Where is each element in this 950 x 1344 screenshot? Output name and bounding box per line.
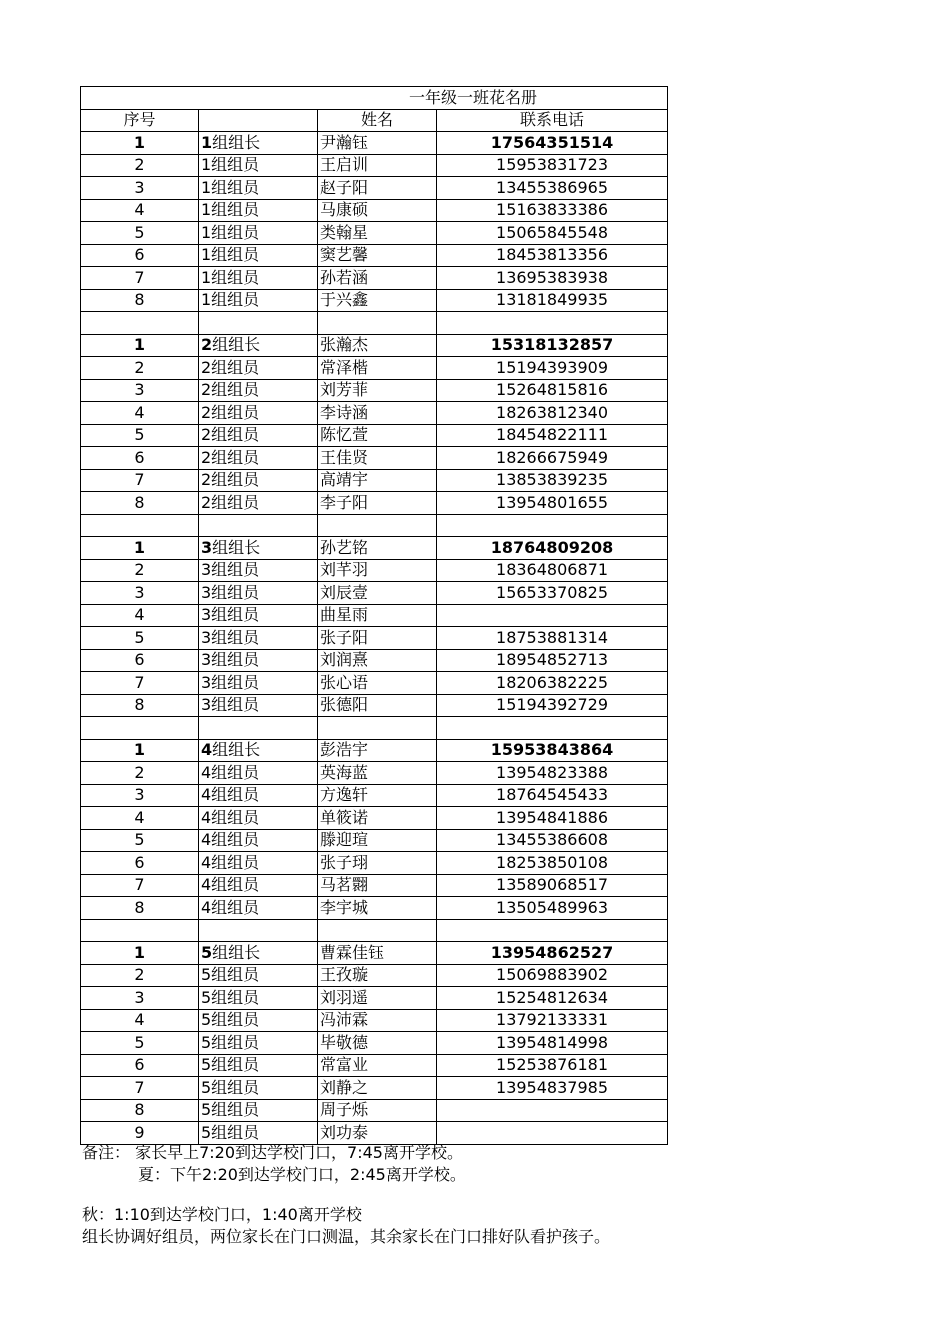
group-separator-row — [81, 717, 668, 740]
name-cell: 尹瀚钰 — [318, 132, 437, 155]
phone-cell — [437, 1122, 668, 1145]
seq-cell: 7 — [81, 672, 199, 695]
role-label: 5组组员 — [201, 1055, 260, 1075]
role-cell — [199, 964, 318, 987]
role-label: 2组组员 — [201, 357, 260, 377]
phone-cell: 13455386965 — [437, 177, 668, 200]
role-label: 2组组员 — [201, 470, 260, 490]
name-cell: 张子阳 — [318, 627, 437, 650]
role-cell — [199, 942, 318, 965]
phone-cell: 13954837985 — [437, 1077, 668, 1100]
name-cell: 孙若涵 — [318, 267, 437, 290]
seq-cell: 5 — [81, 424, 199, 447]
phone-cell: 18253850108 — [437, 852, 668, 875]
member-row — [81, 1099, 668, 1122]
role-label: 3组组员 — [201, 650, 260, 670]
name-cell: 单筱诺 — [318, 807, 437, 830]
role-cell — [199, 762, 318, 785]
seq-cell: 2 — [81, 357, 199, 380]
seq-cell: 1 — [81, 739, 199, 762]
name-cell: 类翰星 — [318, 222, 437, 245]
role-cell — [199, 852, 318, 875]
group-separator-row — [81, 312, 668, 335]
empty-cell — [81, 919, 199, 942]
member-row — [81, 267, 668, 290]
phone-cell — [437, 604, 668, 627]
role-cell — [199, 784, 318, 807]
seq-cell: 2 — [81, 154, 199, 177]
role-cell — [199, 357, 318, 380]
seq-cell: 2 — [81, 559, 199, 582]
role-label: 1组组员 — [201, 290, 260, 310]
role-cell — [199, 559, 318, 582]
name-cell: 张子珝 — [318, 852, 437, 875]
role-cell — [199, 402, 318, 425]
member-row — [81, 447, 668, 470]
phone-cell: 18266675949 — [437, 447, 668, 470]
name-cell: 刘羽遥 — [318, 987, 437, 1010]
member-row — [81, 177, 668, 200]
role-label: 1组组员 — [201, 177, 260, 197]
role-cell — [199, 132, 318, 155]
phone-cell: 15069883902 — [437, 964, 668, 987]
header-role — [199, 109, 318, 132]
seq-cell: 7 — [81, 874, 199, 897]
name-cell: 刘静之 — [318, 1077, 437, 1100]
empty-cell — [81, 312, 199, 335]
group-number: 5 — [201, 942, 213, 962]
member-row — [81, 987, 668, 1010]
role-cell — [199, 1122, 318, 1145]
seq-cell: 6 — [81, 1054, 199, 1077]
seq-cell: 4 — [81, 1009, 199, 1032]
role-label: 4组组员 — [201, 852, 260, 872]
member-row — [81, 199, 668, 222]
role-cell — [199, 492, 318, 515]
phone-cell: 13589068517 — [437, 874, 668, 897]
empty-cell — [437, 919, 668, 942]
empty-cell — [199, 514, 318, 537]
role-cell — [199, 177, 318, 200]
member-row — [81, 694, 668, 717]
note-line-1: 备注： 家长早上7:20到达学校门口，7:45离开学校。 — [82, 1143, 463, 1162]
member-row — [81, 1009, 668, 1032]
name-cell: 刘芳菲 — [318, 379, 437, 402]
name-cell: 赵子阳 — [318, 177, 437, 200]
role-cell — [199, 289, 318, 312]
name-cell: 马康硕 — [318, 199, 437, 222]
empty-cell — [437, 717, 668, 740]
seq-cell: 6 — [81, 244, 199, 267]
seq-cell: 1 — [81, 132, 199, 155]
seq-cell: 3 — [81, 784, 199, 807]
name-cell: 王佳贤 — [318, 447, 437, 470]
name-cell: 毕敬德 — [318, 1032, 437, 1055]
name-cell: 王启训 — [318, 154, 437, 177]
seq-cell: 1 — [81, 537, 199, 560]
member-row — [81, 469, 668, 492]
header-seq: 序号 — [81, 109, 199, 132]
note-line-3: 秋：1:10到达学校门口，1:40离开学校 — [82, 1205, 362, 1224]
sheet-title: 一年级一班花名册 — [81, 87, 668, 110]
title-row — [81, 87, 668, 110]
role-label: 4组组员 — [201, 807, 260, 827]
phone-cell: 13695383938 — [437, 267, 668, 290]
role-label: 组组长 — [212, 537, 261, 557]
empty-cell — [318, 717, 437, 740]
role-label: 1组组员 — [201, 155, 260, 175]
member-row — [81, 154, 668, 177]
note-line-2: 夏：下午2:20到达学校门口，2:45离开学校。 — [138, 1165, 466, 1184]
role-cell — [199, 672, 318, 695]
header-row — [81, 109, 668, 132]
seq-cell: 4 — [81, 199, 199, 222]
role-label: 4组组员 — [201, 830, 260, 850]
group-number: 2 — [201, 335, 213, 355]
role-cell — [199, 267, 318, 290]
member-row — [81, 897, 668, 920]
seq-cell: 8 — [81, 1099, 199, 1122]
phone-cell: 13954823388 — [437, 762, 668, 785]
seq-cell: 8 — [81, 289, 199, 312]
role-label: 5组组员 — [201, 1122, 260, 1142]
name-cell: 李诗涵 — [318, 402, 437, 425]
note-spacer — [82, 1186, 942, 1204]
role-cell — [199, 1054, 318, 1077]
role-label: 1组组员 — [201, 245, 260, 265]
member-row — [81, 402, 668, 425]
leader-row — [81, 132, 668, 155]
phone-cell: 15194393909 — [437, 357, 668, 380]
note-line-4: 组长协调好组员，两位家长在门口测温，其余家长在门口排好队看护孩子。 — [82, 1227, 611, 1246]
member-row — [81, 762, 668, 785]
phone-cell: 13455386608 — [437, 829, 668, 852]
phone-cell: 18263812340 — [437, 402, 668, 425]
member-row — [81, 379, 668, 402]
member-row — [81, 1054, 668, 1077]
role-label: 组组长 — [212, 132, 261, 152]
role-cell — [199, 469, 318, 492]
leader-row — [81, 942, 668, 965]
seq-cell: 4 — [81, 604, 199, 627]
empty-cell — [437, 514, 668, 537]
role-label: 4组组员 — [201, 785, 260, 805]
seq-cell: 5 — [81, 222, 199, 245]
phone-cell: 15194392729 — [437, 694, 668, 717]
role-cell — [199, 807, 318, 830]
name-cell: 方逸轩 — [318, 784, 437, 807]
group-number: 3 — [201, 537, 213, 557]
name-cell: 刘芊羽 — [318, 559, 437, 582]
member-row — [81, 829, 668, 852]
role-label: 5组组员 — [201, 1077, 260, 1097]
role-label: 5组组员 — [201, 965, 260, 985]
name-cell: 张德阳 — [318, 694, 437, 717]
seq-cell: 7 — [81, 469, 199, 492]
group-separator-row — [81, 514, 668, 537]
seq-cell: 6 — [81, 649, 199, 672]
name-cell: 常泽楷 — [318, 357, 437, 380]
seq-cell: 3 — [81, 582, 199, 605]
member-row — [81, 852, 668, 875]
name-cell: 王孜璇 — [318, 964, 437, 987]
role-label: 组组长 — [212, 740, 261, 760]
role-cell — [199, 222, 318, 245]
role-label: 4组组员 — [201, 762, 260, 782]
role-cell — [199, 874, 318, 897]
role-label: 2组组员 — [201, 447, 260, 467]
phone-cell: 15163833386 — [437, 199, 668, 222]
name-cell: 陈忆萱 — [318, 424, 437, 447]
role-cell — [199, 199, 318, 222]
role-label: 3组组员 — [201, 672, 260, 692]
empty-cell — [318, 514, 437, 537]
role-label: 1组组员 — [201, 200, 260, 220]
phone-cell: 18454822111 — [437, 424, 668, 447]
name-cell: 周子烁 — [318, 1099, 437, 1122]
empty-cell — [81, 717, 199, 740]
phone-cell: 15253876181 — [437, 1054, 668, 1077]
role-cell — [199, 627, 318, 650]
role-cell — [199, 649, 318, 672]
role-cell — [199, 1077, 318, 1100]
role-label: 5组组员 — [201, 1010, 260, 1030]
phone-cell: 13181849935 — [437, 289, 668, 312]
member-row — [81, 807, 668, 830]
seq-cell: 5 — [81, 829, 199, 852]
phone-cell: 17564351514 — [437, 132, 668, 155]
member-row — [81, 559, 668, 582]
role-cell — [199, 424, 318, 447]
member-row — [81, 649, 668, 672]
name-cell: 高靖宇 — [318, 469, 437, 492]
phone-cell: 15254812634 — [437, 987, 668, 1010]
group-number: 1 — [201, 132, 213, 152]
name-cell: 曲星雨 — [318, 604, 437, 627]
role-label: 1组组员 — [201, 222, 260, 242]
seq-cell: 4 — [81, 402, 199, 425]
seq-cell: 2 — [81, 964, 199, 987]
member-row — [81, 604, 668, 627]
name-cell: 马茗翾 — [318, 874, 437, 897]
name-cell: 滕迎瑄 — [318, 829, 437, 852]
role-cell — [199, 582, 318, 605]
phone-cell: 13954801655 — [437, 492, 668, 515]
phone-cell: 18364806871 — [437, 559, 668, 582]
name-cell: 刘润熹 — [318, 649, 437, 672]
phone-cell: 18753881314 — [437, 627, 668, 650]
phone-cell: 15264815816 — [437, 379, 668, 402]
phone-cell: 18954852713 — [437, 649, 668, 672]
roster-sheet — [80, 86, 668, 1145]
phone-cell: 15653370825 — [437, 582, 668, 605]
member-row — [81, 289, 668, 312]
seq-cell: 7 — [81, 1077, 199, 1100]
member-row — [81, 357, 668, 380]
name-cell: 李宇城 — [318, 897, 437, 920]
empty-cell — [318, 919, 437, 942]
empty-cell — [199, 312, 318, 335]
leader-row — [81, 537, 668, 560]
member-row — [81, 672, 668, 695]
role-label: 2组组员 — [201, 402, 260, 422]
role-label: 5组组员 — [201, 1032, 260, 1052]
member-row — [81, 1032, 668, 1055]
name-cell: 彭浩宇 — [318, 739, 437, 762]
header-name: 姓名 — [318, 109, 437, 132]
member-row — [81, 627, 668, 650]
phone-cell: 18764809208 — [437, 537, 668, 560]
role-cell — [199, 1009, 318, 1032]
phone-cell: 15953831723 — [437, 154, 668, 177]
name-cell: 孙艺铭 — [318, 537, 437, 560]
phone-cell: 13954862527 — [437, 942, 668, 965]
name-cell: 于兴鑫 — [318, 289, 437, 312]
seq-cell: 7 — [81, 267, 199, 290]
role-label: 5组组员 — [201, 987, 260, 1007]
group-number: 4 — [201, 740, 213, 760]
role-label: 组组长 — [212, 942, 261, 962]
role-cell — [199, 154, 318, 177]
role-label: 1组组员 — [201, 267, 260, 287]
phone-cell: 15953843864 — [437, 739, 668, 762]
seq-cell: 4 — [81, 807, 199, 830]
phone-cell: 13853839235 — [437, 469, 668, 492]
empty-cell — [81, 514, 199, 537]
notes-section — [82, 1142, 942, 1248]
role-cell — [199, 1099, 318, 1122]
seq-cell: 1 — [81, 334, 199, 357]
role-label: 3组组员 — [201, 695, 260, 715]
role-label: 5组组员 — [201, 1100, 260, 1120]
seq-cell: 8 — [81, 897, 199, 920]
seq-cell: 5 — [81, 627, 199, 650]
member-row — [81, 1077, 668, 1100]
member-row — [81, 1122, 668, 1145]
role-cell — [199, 987, 318, 1010]
header-phone: 联系电话 — [437, 109, 668, 132]
phone-cell — [437, 1099, 668, 1122]
member-row — [81, 874, 668, 897]
roster-table — [80, 86, 668, 1145]
member-row — [81, 492, 668, 515]
empty-cell — [199, 919, 318, 942]
role-label: 3组组员 — [201, 582, 260, 602]
name-cell: 冯沛霖 — [318, 1009, 437, 1032]
name-cell: 常富业 — [318, 1054, 437, 1077]
phone-cell: 13792133331 — [437, 1009, 668, 1032]
role-cell — [199, 244, 318, 267]
role-label: 2组组员 — [201, 492, 260, 512]
empty-cell — [318, 312, 437, 335]
phone-cell: 18206382225 — [437, 672, 668, 695]
seq-cell: 1 — [81, 942, 199, 965]
role-cell — [199, 897, 318, 920]
leader-row — [81, 739, 668, 762]
role-cell — [199, 379, 318, 402]
seq-cell: 3 — [81, 177, 199, 200]
name-cell: 张心语 — [318, 672, 437, 695]
member-row — [81, 964, 668, 987]
name-cell: 刘辰壹 — [318, 582, 437, 605]
member-row — [81, 222, 668, 245]
role-label: 3组组员 — [201, 560, 260, 580]
role-cell — [199, 604, 318, 627]
seq-cell: 3 — [81, 987, 199, 1010]
role-cell — [199, 739, 318, 762]
member-row — [81, 424, 668, 447]
empty-cell — [437, 312, 668, 335]
name-cell: 英海蓝 — [318, 762, 437, 785]
role-label: 4组组员 — [201, 875, 260, 895]
phone-cell: 13954814998 — [437, 1032, 668, 1055]
member-row — [81, 784, 668, 807]
name-cell: 窦艺馨 — [318, 244, 437, 267]
leader-row — [81, 334, 668, 357]
role-cell — [199, 694, 318, 717]
role-cell — [199, 1032, 318, 1055]
seq-cell: 3 — [81, 379, 199, 402]
name-cell: 张瀚杰 — [318, 334, 437, 357]
role-label: 组组长 — [212, 335, 261, 355]
seq-cell: 6 — [81, 852, 199, 875]
phone-cell: 13505489963 — [437, 897, 668, 920]
phone-cell: 18764545433 — [437, 784, 668, 807]
seq-cell: 6 — [81, 447, 199, 470]
phone-cell: 15065845548 — [437, 222, 668, 245]
phone-cell: 13954841886 — [437, 807, 668, 830]
role-cell — [199, 334, 318, 357]
phone-cell: 15318132857 — [437, 334, 668, 357]
seq-cell: 2 — [81, 762, 199, 785]
group-separator-row — [81, 919, 668, 942]
seq-cell: 9 — [81, 1122, 199, 1145]
phone-cell: 18453813356 — [437, 244, 668, 267]
member-row — [81, 582, 668, 605]
role-label: 3组组员 — [201, 627, 260, 647]
role-cell — [199, 537, 318, 560]
seq-cell: 8 — [81, 694, 199, 717]
member-row — [81, 244, 668, 267]
empty-cell — [199, 717, 318, 740]
name-cell: 李子阳 — [318, 492, 437, 515]
role-cell — [199, 447, 318, 470]
role-label: 3组组员 — [201, 605, 260, 625]
role-cell — [199, 829, 318, 852]
seq-cell: 5 — [81, 1032, 199, 1055]
name-cell: 曹霖佳钰 — [318, 942, 437, 965]
name-cell: 刘功泰 — [318, 1122, 437, 1145]
role-label: 2组组员 — [201, 425, 260, 445]
seq-cell: 8 — [81, 492, 199, 515]
role-label: 2组组员 — [201, 380, 260, 400]
role-label: 4组组员 — [201, 897, 260, 917]
